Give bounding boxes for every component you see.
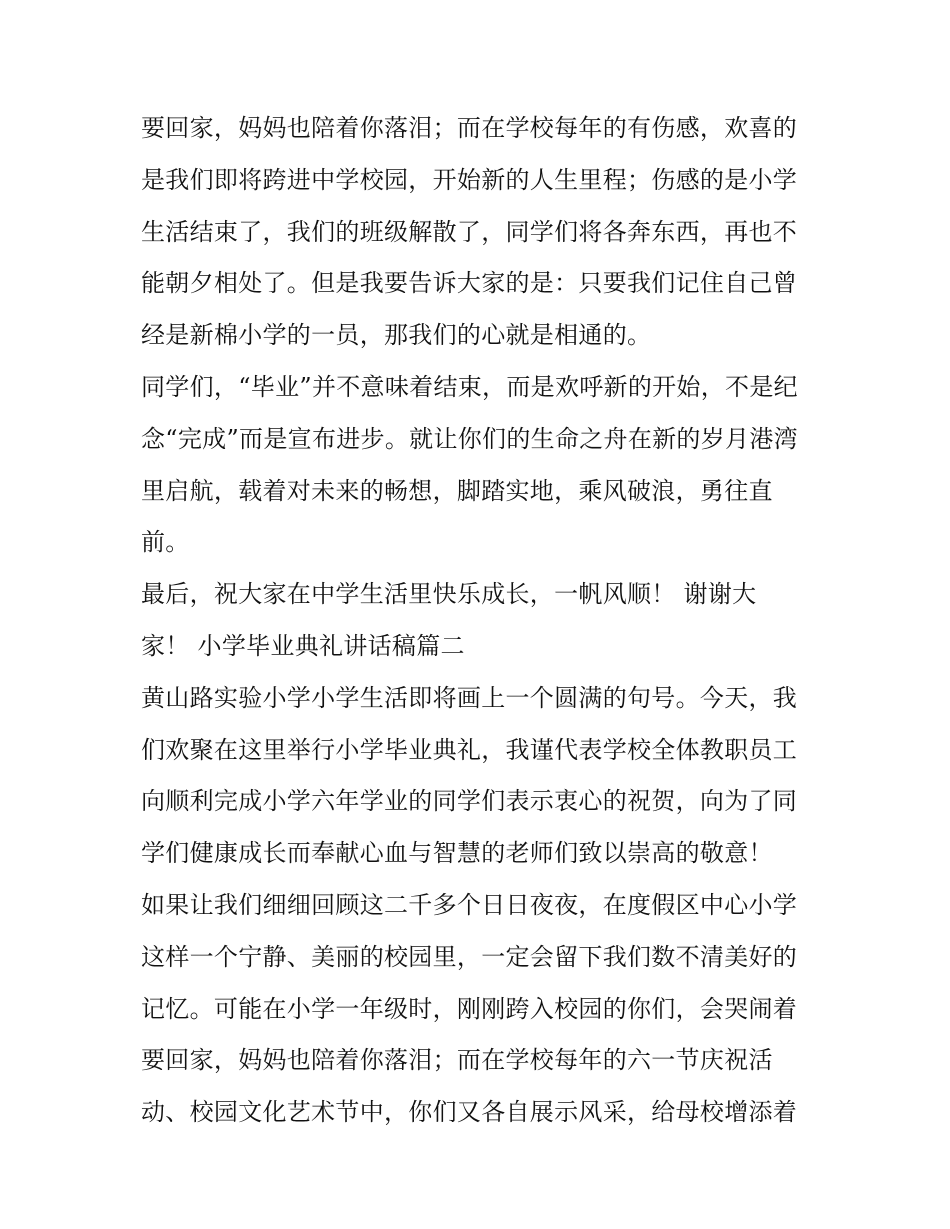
text-line: 生活结束了，我们的班级解散了，同学们将各奔东西，再也不 — [141, 217, 798, 246]
text-line: 如果让我们细细回顾这二千多个日日夜夜，在度假区中心小学 — [141, 890, 798, 919]
text-line: 经是新棉小学的一员，那我们的心就是相通的。 — [141, 321, 652, 350]
text-line: 这样一个宁静、美丽的校园里，一定会留下我们数不清美好的 — [141, 942, 798, 971]
text-line: 同学们，“毕业”并不意味着结束，而是欢呼新的开始，不是纪 — [141, 372, 798, 401]
document-body — [141, 103, 821, 1139]
text-line: 是我们即将跨进中学校园，开始新的人生里程；伤感的是小学 — [141, 165, 798, 194]
text-line: 记忆。可能在小学一年级时，刚刚跨入校园的你们，会哭闹着 — [141, 994, 798, 1023]
text-line: 家！ 小学毕业典礼讲话稿篇二 — [141, 631, 465, 660]
text-line: 向顺利完成小学六年学业的同学们表示衷心的祝贺，向为了同 — [141, 787, 798, 816]
text-line: 能朝夕相处了。但是我要告诉大家的是：只要我们记住自己曾 — [141, 269, 798, 298]
text-line: 们欢聚在这里举行小学毕业典礼，我谨代表学校全体教职员工 — [141, 735, 798, 764]
text-line: 里启航，载着对未来的畅想，脚踏实地，乘风破浪，勇往直 — [141, 476, 773, 505]
text-line: 要回家，妈妈也陪着你落泪；而在学校每年的六一节庆祝活 — [141, 1046, 773, 1075]
text-line: 前。 — [141, 528, 190, 557]
text-line: 动、校园文化艺术节中，你们又各自展示风采，给母校增添着 — [141, 1098, 798, 1127]
text-line: 最后，祝大家在中学生活里快乐成长，一帆风顺！ 谢谢大 — [141, 580, 757, 609]
text-line: 黄山路实验小学小学生活即将画上一个圆满的句号。今天，我 — [141, 683, 798, 712]
text-line: 学们健康成长而奉献心血与智慧的老师们致以崇高的敬意！ — [141, 839, 773, 868]
text-line: 念“完成”而是宣布进步。就让你们的生命之舟在新的岁月港湾 — [141, 424, 798, 453]
text-line: 要回家，妈妈也陪着你落泪；而在学校每年的有伤感，欢喜的 — [141, 114, 798, 142]
